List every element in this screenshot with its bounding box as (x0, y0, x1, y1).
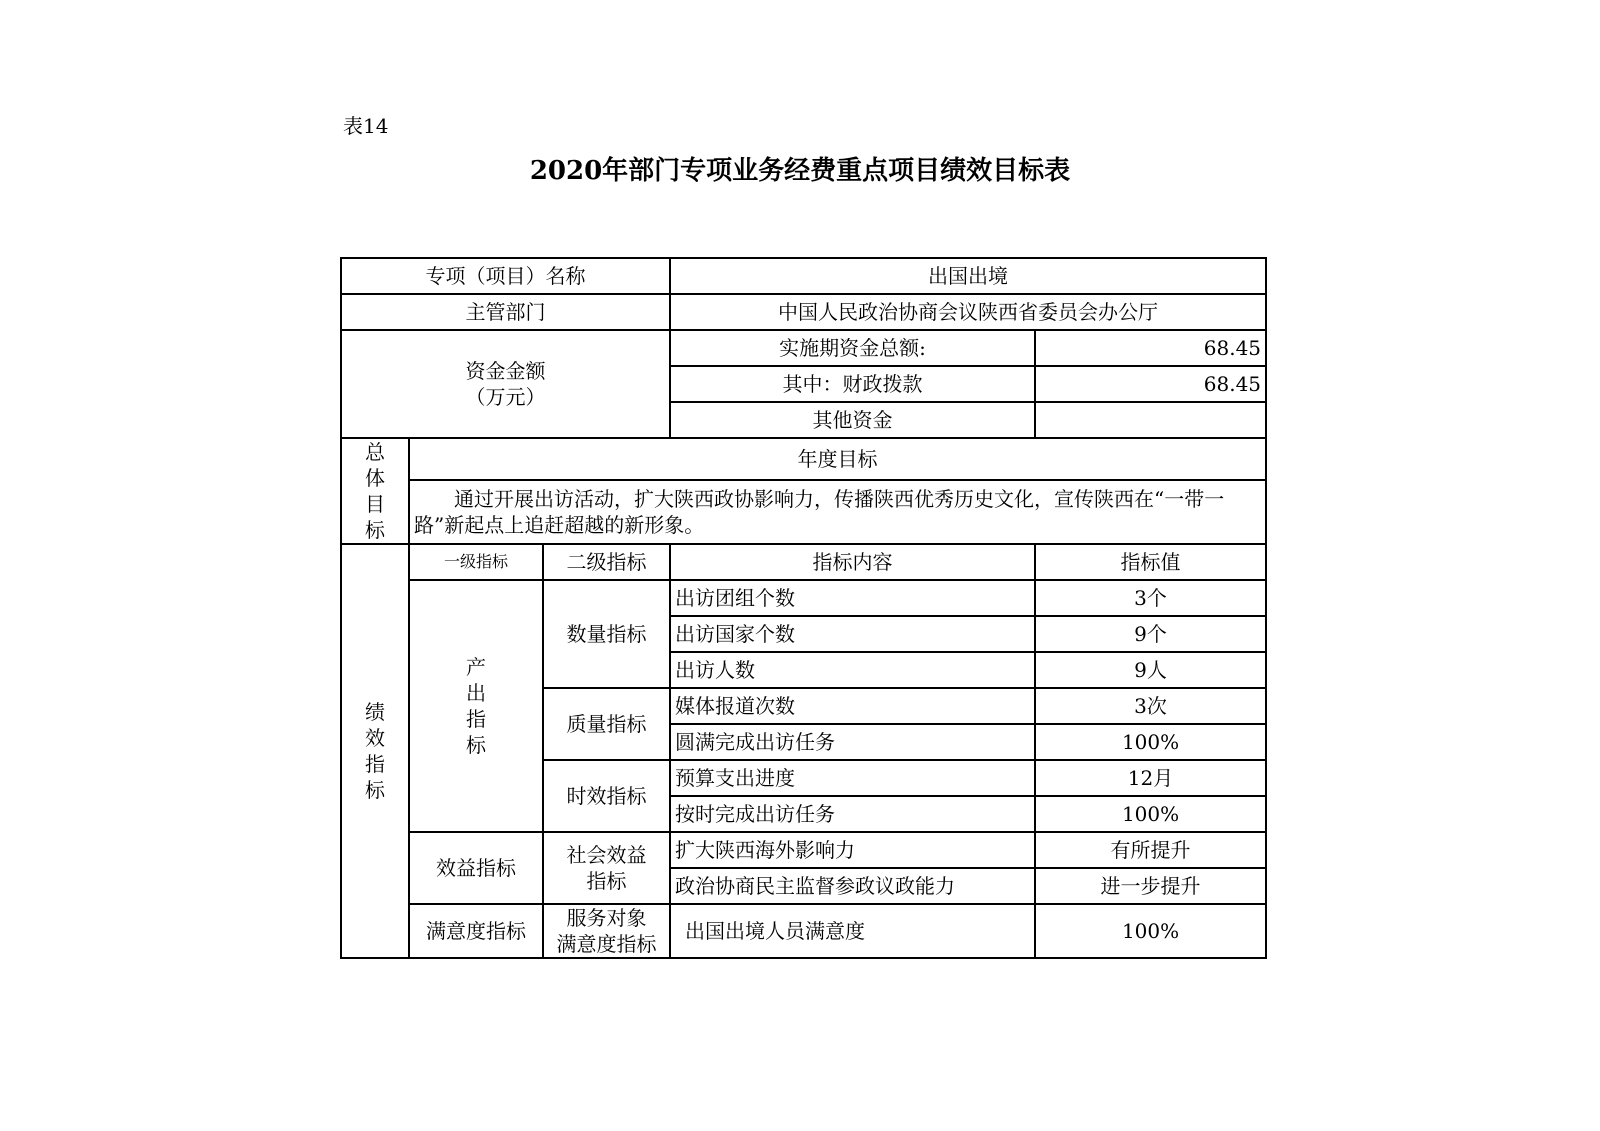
finance-fund-label: 其中：财政拨款 (670, 366, 1035, 402)
col-content-header: 指标内容 (670, 544, 1035, 580)
service-satisfaction-label (543, 904, 670, 958)
project-name-row (341, 258, 1266, 294)
performance-table (340, 257, 1267, 959)
quantity-metrics-label: 数量指标 (543, 580, 670, 688)
fund-total-row (341, 330, 1266, 366)
metric-content: 出访国家个数 (670, 616, 1035, 652)
metric-content: 出访人数 (670, 652, 1035, 688)
side-char: 出 (466, 681, 486, 705)
metric-value: 100% (1035, 904, 1266, 958)
satisfaction-metrics-label: 满意度指标 (409, 904, 543, 958)
performance-metrics-side-label (341, 544, 409, 958)
fund-label-line1: 资金金额 (465, 359, 546, 383)
side-char: 指 (365, 752, 385, 776)
project-name-value: 出国出境 (670, 258, 1266, 294)
metric-content: 按时完成出访任务 (670, 796, 1035, 832)
metric-value: 3次 (1035, 688, 1266, 724)
metric-content: 出国出境人员满意度 (670, 904, 1035, 958)
finance-fund-value: 68.45 (1035, 366, 1266, 402)
side-char: 指 (466, 707, 486, 731)
department-row (341, 294, 1266, 330)
project-name-label: 专项（项目）名称 (341, 258, 670, 294)
metric-content: 出访团组个数 (670, 580, 1035, 616)
table-number: 表14 (343, 114, 389, 138)
side-char: 标 (365, 778, 385, 802)
social-benefit-label (543, 832, 670, 904)
timeliness-metrics-label: 时效指标 (543, 760, 670, 832)
fund-label-line2: （万元） (465, 385, 546, 409)
other-fund-label: 其他资金 (670, 402, 1035, 438)
metrics-header-row (341, 544, 1266, 580)
goal-text-row (341, 480, 1266, 544)
metric-content: 媒体报道次数 (670, 688, 1035, 724)
col-level1-header: 一级指标 (409, 544, 543, 580)
col-level2-header: 二级指标 (543, 544, 670, 580)
metric-value: 进一步提升 (1035, 868, 1266, 904)
side-char: 效 (365, 726, 385, 750)
total-fund-label: 实施期资金总额: (670, 330, 1035, 366)
department-label: 主管部门 (341, 294, 670, 330)
side-char: 总 (365, 440, 385, 464)
side-char: 目 (365, 492, 385, 516)
service-satisfaction-line2: 满意度指标 (556, 932, 657, 956)
metric-value: 9人 (1035, 652, 1266, 688)
metric-content: 政治协商民主监督参政议政能力 (670, 868, 1035, 904)
side-char: 标 (466, 733, 486, 757)
table-row (341, 832, 1266, 868)
metric-value: 12月 (1035, 760, 1266, 796)
social-benefit-line2: 指标 (586, 869, 627, 893)
document-title: 2020年部门专项业务经费重点项目绩效目标表 (529, 156, 1071, 186)
output-metrics-label (409, 580, 543, 832)
social-benefit-line1: 社会效益 (566, 843, 647, 867)
other-fund-value (1035, 402, 1266, 438)
side-char: 标 (365, 518, 385, 542)
metric-content: 圆满完成出访任务 (670, 724, 1035, 760)
metric-content: 扩大陕西海外影响力 (670, 832, 1035, 868)
department-value: 中国人民政治协商会议陕西省委员会办公厅 (670, 294, 1266, 330)
metric-value: 3个 (1035, 580, 1266, 616)
metric-value: 有所提升 (1035, 832, 1266, 868)
table-row (341, 904, 1266, 958)
metric-value: 9个 (1035, 616, 1266, 652)
fund-label (341, 330, 670, 438)
metric-value: 100% (1035, 796, 1266, 832)
metric-value: 100% (1035, 724, 1266, 760)
metric-content: 预算支出进度 (670, 760, 1035, 796)
side-char: 产 (466, 655, 486, 679)
goal-header-row (341, 438, 1266, 480)
table-row (341, 580, 1266, 616)
annual-goal-header: 年度目标 (409, 438, 1266, 480)
overall-goal-side-label (341, 438, 409, 544)
annual-goal-text: 通过开展出访活动，扩大陕西政协影响力，传播陕西优秀历史文化，宣传陕西在“一带一路”新起点上追赶超越的新形象。 (409, 480, 1266, 544)
quality-metrics-label: 质量指标 (543, 688, 670, 760)
total-fund-value: 68.45 (1035, 330, 1266, 366)
side-char: 体 (365, 466, 385, 490)
col-value-header: 指标值 (1035, 544, 1266, 580)
side-char: 绩 (365, 700, 385, 724)
benefit-metrics-label: 效益指标 (409, 832, 543, 904)
service-satisfaction-line1: 服务对象 (566, 906, 647, 930)
